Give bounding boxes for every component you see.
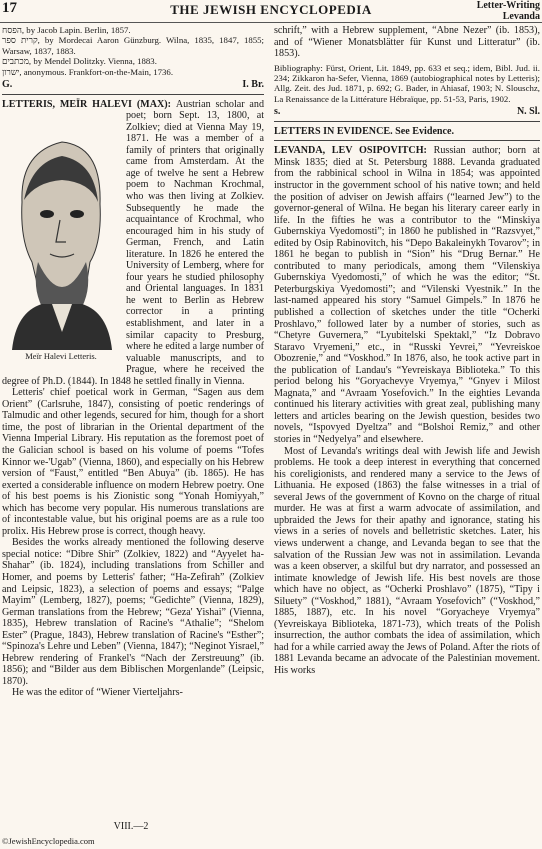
letteris-intro-text: Austrian scholar and poet; born Sept. 13, 1800, at Zolkiev; died at Vienna May 19, 1871. He was a member of a family of printers that originally came from Amsterdam. At the age of twelve he sent a Hebrew poem to Nachman Krochmal, who was then living at Zolkiev. Subsequently he made the acquaintance of Krochmal, who encouraged him in his study of German, French, and Latin literature. In 1826 he entered the University of Lemberg, where for four years he studied philosophy and Oriental languages. In 1831 he went to Berlin as Hebrew corrector in a printing establishment, and later in a similar capacity to Presburg, where he edited a large number of valuable manuscripts, and to Prague, where he received the degree of Ph.D. (1844). In 1848 he settled finally in Vienna. <box>2 98 265 387</box>
bibliography-text: Bibliography: Fürst, Orient, Lit. 1849, pp. 633 et seq.; idem, Bibl. Jud. ii. 234; Zikkaron ha-Sefer, Vienna, 1869 (autobiographical notes by Letteris); Allg. Zeit. des Jud. 1871, p. 692; G. Bader, in Ahiasaf, 1903; N. Slouschz, La Renaissance de la Littérature Hébraïque, pp. 51-53, Paris, 1902. <box>274 62 540 104</box>
levanda-intro <box>274 145 540 445</box>
letteris-bibliography <box>274 63 540 105</box>
letteris-paragraph-4: He was the editor of “Wiener Vierteljahrs- <box>12 687 183 699</box>
letteris-paragraph-2: Letteris' chief poetical work in German, “Sagen aus dem Orient” (Carlsruhe, 1847), consisting of poetic renderings of Talmudic and other legends, secured for him, though for a short time, the post of librarian in the Oriental department of the Vienna Imperial Library. His reputation as the foremost poet of the Galician school is based on his volume of poems “Tofes Kinnor we-'Ugab” (Vienna, 1860), and especially on his Hebrew version of “Faust,” entitled “Ben Abuya” (ib. 1865). He has exerted a considerable influence on modern Hebrew poetry. One of his best poems is his Zionistic song “Yonah Homiyyah,” which has become very popular. His numerous translations are of incontestable value, but his original poems are as a rule too prolix. His Hebrew prose is correct, though heavy. <box>2 387 264 537</box>
divider <box>274 140 540 141</box>
signature-left: s. <box>274 106 281 118</box>
entry-heading: LEVANDA, LEV OSIPOVITCH: <box>274 145 427 157</box>
right-column <box>274 25 540 677</box>
page-number: 17 <box>2 0 17 16</box>
left-column <box>2 25 264 699</box>
portrait-image <box>2 112 120 350</box>
running-head <box>477 0 540 22</box>
portrait-caption: Meïr Halevi Letteris. <box>25 350 97 361</box>
divider <box>274 121 540 122</box>
letteris-intro <box>2 99 264 388</box>
divider <box>2 94 264 95</box>
running-title: THE JEWISH ENCYCLOPEDIA <box>170 2 372 17</box>
cross-reference: LETTERS IN EVIDENCE. See Evidence. <box>274 125 455 137</box>
levanda-paragraph-1: Russian author; born at Minsk 1835; died at St. Petersburg 1888. Levanda graduated from the rabbinical school in Wilna in 1854; was appointed instructor in the government school of his native town; and held the position of adviser on Jewish affairs (“learned Jew”) to the governor-general of Wilna. He began his literary career early in life. In the fifties he was a contributor to the “Minskiya Gubernskiya Vyedomosti”; in 1860 he published in “Razsvyet,” edited by Osip Rabinovitch, his “Depo Bakaleinykh Tovarov”; in 1861 he began to publish in “Sion” his “Drug Bernar.” He contributed to many periodicals, among them “Vilenskiya Gubernskiya Vyedomosti,” of which he was the editor; “St. Peterburgskiya Vyedomosti”; and “Vilenski Vyestnik.” In the last-named appeared his story “Samuel Gimpels.” In 1876 he published a collection of sketches under the title “Ocherki Proshlavo,” followed later by a number of stories, such as “Chetyre Guvernera,” “Lyubitelski Spektakl,” “Iz Dobravo Staravo Vryemeni,” etc., in “Russki Yevrei,” “Yevreiskoe Obozrenie,” and “Voskhod.” In 1876, also, he took active part in the publication of Landau's “Yevreiskaya Biblioteka.” To this period belong his “Goryachevye Vryemya,” “Gnyev i Milost Magnata,” and “Avraam Yosefovich.” In the eighties Levanda continued his literary activities with great zeal, publishing many letters and articles bearing on the Jewish question, besides two novels, “Ispovyed Dyeltza” and “Bolshoi Remiz,” and other stories in “Nedyelya” and elsewhere. <box>274 145 540 446</box>
portrait-figure <box>2 112 120 364</box>
signature-line <box>2 79 264 91</box>
signature-right: N. Sl. <box>516 106 540 118</box>
bib-line: הפסח, by Jacob Lapin. Berlin, 1857. <box>2 25 131 35</box>
watermark: ©JewishEncyclopedia.com <box>2 836 95 846</box>
bib-line: ישרון, anonymous. Frankfort-on-the-Main, 1736. <box>2 66 174 77</box>
bib-line: מכתבים, by Mendel Dolitzky. Vienna, 1883. <box>2 56 157 67</box>
bib-line: קרית ספר, by Mordecai Aaron Günzburg. Wilna, 1835, 1847, 1855; Warsaw, 1837, 1883. <box>2 35 264 56</box>
signature-left: G. <box>2 79 13 91</box>
signature-right: I. Br. <box>242 79 264 91</box>
top-bibliography <box>2 25 264 77</box>
running-head-line1: Letter-Writing <box>476 0 540 11</box>
running-head-line2: Levanda <box>502 11 540 22</box>
letteris-paragraph-3: Besides the works already mentioned the following deserve special notice: “Dibre Shir” (Zolkiev, 1822) and “Ayyelet ha-Shahar” (ib. 1824), including translations from Schiller and Homer, and poems by Letteris' father; “Ha-Zefirah” (Zolkiev and Leipsic, 1823), a selection of poems and essays; “Palge Mayim” (Lemberg, 1827), poems; “Gedichte” (Vienna, 1829), German translations from the Hebrew; “Geza' Yishai” (Vienna, 1835), Hebrew translation of Racine's “Athalie”; “Shelom Ester” (Prague, 1843), Hebrew translation of Racine's “Esther”; “Spinoza's Lehre und Leben” (Vienna, 1847); “Neginot Yisrael,” Hebrew rendering of Frankel's “Nach der Zerstreuung” (ib. 1856); and “Bilder aus dem Biblischen Morgenlande” (Leipsic, 1870). <box>2 537 264 687</box>
letteris-continuation: schrift,” with a Hebrew supplement, “Abne Nezer” (ib. 1853), and of “Wiener Monatsblätter für Kunst und Litteratur” (ib. 1853). <box>274 25 540 60</box>
signature-mark: VIII.—2 <box>113 821 149 832</box>
page-header <box>0 0 542 23</box>
signature-line <box>274 106 540 118</box>
levanda-paragraph-2: Most of Levanda's writings deal with Jewish life and Jewish problems. He took a deep interest in everything that concerned his coreligionists, and rendered many a service to the Jews of Lithuania. He exposed (1863) the false witnesses in a trial of several Jews of the government of Kovno on the charge of ritual murder. He was at first a warm advocate of assimilation, and upbraided the Jews for their apathy and ignorance, stating his views in a series of novels and belletristic sketches. Later, his views underwent a change, and Levanda began to see that the salvation of the Russian Jew was not in assimilation. Levanda was a keen observer, a skilful but dry narrator, and possessed an intimate knowledge of Jewish life. His best novels are those which have no object, as “Ocherki Proshlavo” (1875), “Tipy i Siluety” (“Voskhod,” 1881), “Avraam Yosefovich” (“Voskhod,” 1885, 1887), etc. In his novel “Goryacheye Vryemya” (Yevreiskaya Biblioteka, 1871-73), which treats of the Polish insurrection, the author combats the idea of assimilation, which had for a while carried away the Jews of Poland. After the riots of 1881 Levanda became an advocate of the Palestinian movement. His works <box>274 445 540 676</box>
entry-heading: LETTERIS, MEÏR HALEVI (MAX): <box>2 98 172 110</box>
